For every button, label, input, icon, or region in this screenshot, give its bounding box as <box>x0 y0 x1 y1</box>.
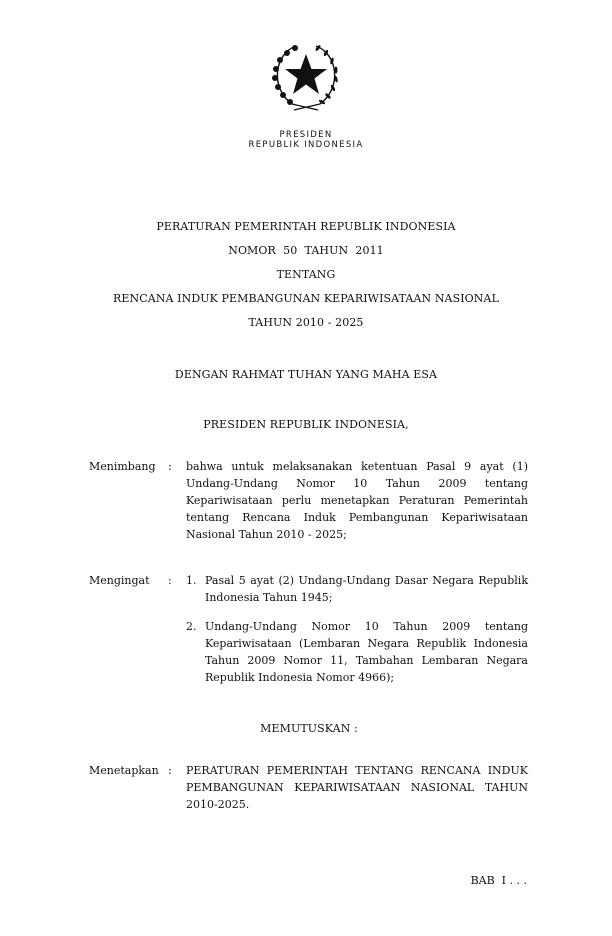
regulation-about: TENTANG <box>276 268 336 281</box>
seal-caption-republik: REPUBLIK INDONESIA <box>248 140 364 150</box>
mengingat-item-text: Pasal 5 ayat (2) Undang-Undang Dasar Negara Republik Indonesia Tahun 1945; <box>205 574 528 604</box>
next-page-marker: BAB I . . . <box>470 874 527 887</box>
mengingat-label: Mengingat <box>89 574 150 587</box>
regulation-number: NOMOR 50 TAHUN 2011 <box>228 244 384 257</box>
menimbang-text: bahwa untuk melaksanakan ketentuan Pasal 9 ayat (1) Undang-Undang Nomor 10 Tahun 2009 tentang Kepariwisataan perlu menetapkan Peraturan Pemerintah tentang Rencana Induk Pembangunan Kepariwisataan Nasional Tahun 2010 - 2025; <box>186 460 528 541</box>
mengingat-item-number: 1. <box>186 574 197 587</box>
seal-emblem-icon <box>266 40 346 112</box>
regulation-title: PERATURAN PEMERINTAH REPUBLIK INDONESIA <box>156 220 456 233</box>
menetapkan-label: Menetapkan <box>89 764 159 777</box>
menimbang-colon: : <box>168 460 172 473</box>
seal-caption-presiden: PRESIDEN <box>279 130 333 140</box>
menetapkan-text: PERATURAN PEMERINTAH TENTANG RENCANA INDUK PEMBANGUNAN KEPARIWISATAAN NASIONAL TAHUN 2010-2025. <box>186 764 528 811</box>
regulation-years: TAHUN 2010 - 2025 <box>248 316 364 329</box>
presidential-seal <box>266 40 346 112</box>
mengingat-item-number: 2. <box>186 620 197 633</box>
president-line: PRESIDEN REPUBLIK INDONESIA, <box>203 418 409 431</box>
blessing-line: DENGAN RAHMAT TUHAN YANG MAHA ESA <box>174 368 438 381</box>
mengingat-item-text: Undang-Undang Nomor 10 Tahun 2009 tentang Kepariwisataan (Lembaran Negara Republik Indonesia Tahun 2009 Nomor 11, Tambahan Lembaran Negara Republik Indonesia Nomor 4966); <box>205 620 528 684</box>
menimbang-label: Menimbang <box>89 460 156 473</box>
regulation-subject: RENCANA INDUK PEMBANGUNAN KEPARIWISATAAN NASIONAL <box>113 292 499 305</box>
menetapkan-colon: : <box>168 764 172 777</box>
memutuskan-heading: MEMUTUSKAN : <box>260 722 358 735</box>
mengingat-colon: : <box>168 574 172 587</box>
